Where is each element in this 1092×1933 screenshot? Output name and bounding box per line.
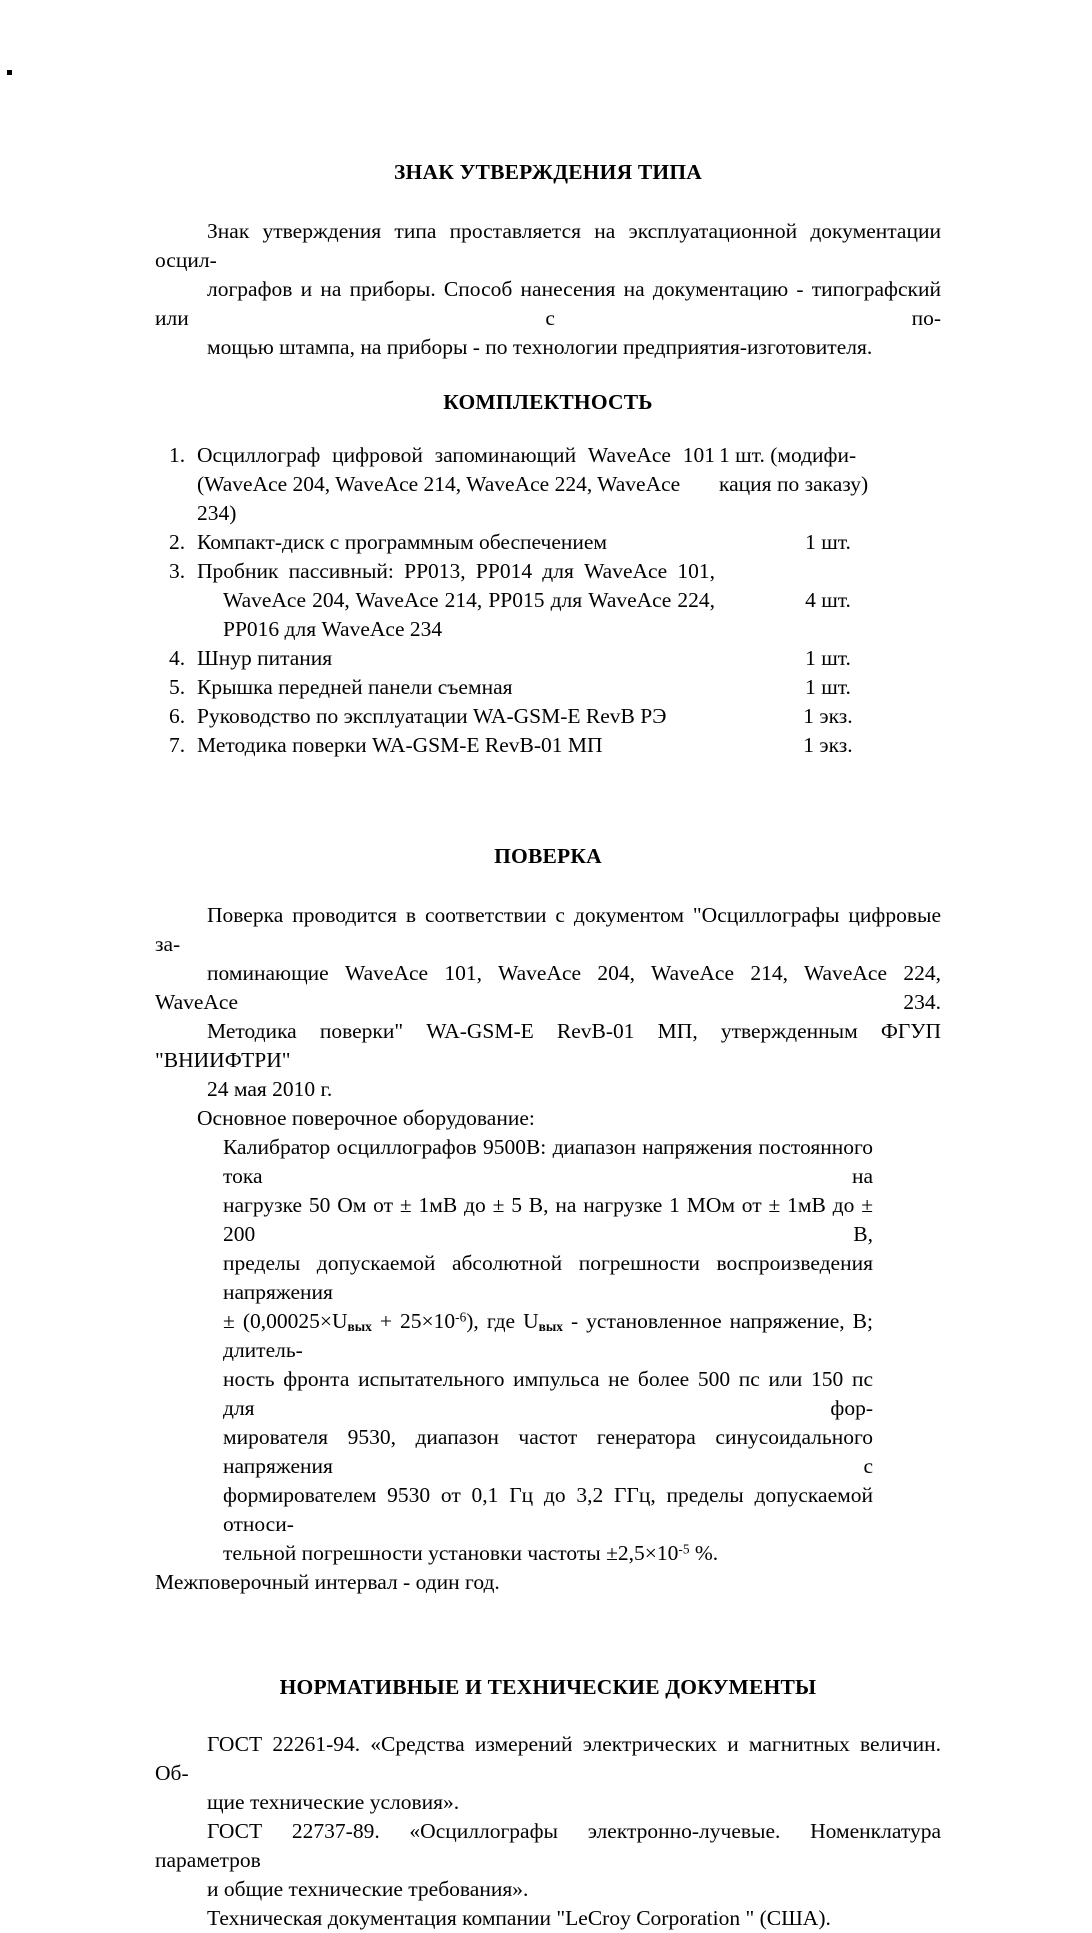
normative-entry [155, 1817, 941, 1904]
verification-intro-line: Методика поверки" WA-GSM-E RevB-01 МП, утвержденным ФГУП "ВНИИФТРИ" [155, 1019, 941, 1072]
kit-item-quantity [715, 528, 941, 557]
kit-item-number: 6. [169, 704, 186, 728]
scan-artifact-speck [7, 70, 12, 75]
kit-qty-line: 1 шт. (модифи- [719, 443, 857, 467]
kit-item-text [155, 731, 715, 760]
formula-superscript: -6 [455, 1309, 467, 1325]
verification-intro-line: поминающие WaveAce 101, WaveAce 204, WaveAce 214, WaveAce 224, WaveAce 234. [155, 961, 941, 1014]
list-item [155, 557, 941, 644]
equipment-label [155, 1104, 941, 1133]
approval-line-2: лографов и на приборы. Способ нанесения на документацию - типографский или с по- [155, 277, 941, 330]
kit-item-line: Методика поверки WA-GSM-E RevB-01 МП [197, 733, 603, 757]
kit-item-line: Пробник пассивный: PP013, PP014 для WaveAce 101, [197, 559, 715, 583]
formula-post: ), где U [466, 1309, 539, 1333]
kit-item-number: 3. [169, 559, 186, 583]
verification-intro-line: Поверка проводится в соответствии с документом "Осциллографы цифровые за- [155, 903, 941, 956]
kit-item-number: 5. [169, 675, 186, 699]
list-item [155, 673, 941, 702]
normative-line: и общие технические требования». [207, 1877, 529, 1901]
kit-qty-line: кация по заказу) [719, 472, 869, 496]
list-item [155, 702, 941, 731]
kit-item-line: Компакт-диск с программным обеспечением [197, 530, 608, 554]
formula-pre: ± (0,00025×U [223, 1309, 348, 1333]
normative-entry [155, 1730, 941, 1817]
kit-item-text [155, 702, 715, 731]
kit-qty-line: 1 экз. [803, 733, 853, 757]
kit-item-text [155, 557, 715, 644]
equipment-formula-line-2 [223, 1539, 873, 1568]
kit-item-number: 1. [169, 443, 186, 467]
kit-item-quantity [715, 441, 941, 499]
kit-item-quantity [715, 731, 941, 760]
equipment-line: мирователя 9530, диапазон частот генератора синусоидального напряжения с [223, 1425, 873, 1478]
formula-subscript: вых [347, 1318, 372, 1334]
list-item [155, 441, 941, 528]
kit-qty-line: 1 экз. [803, 704, 853, 728]
equipment-line: пределы допускаемой абсолютной погрешности воспроизведения напряжения [223, 1251, 873, 1304]
kit-item-number: 2. [169, 530, 186, 554]
approval-line-3: мощью штампа, на приборы - по технологии предприятия-изготовителя. [207, 335, 873, 359]
normative-line: щие технические условия». [207, 1790, 460, 1814]
kit-qty-line: 1 шт. [805, 675, 851, 699]
document-content [155, 0, 941, 1933]
kit-item-number: 7. [169, 733, 186, 757]
kit-qty-line: 1 шт. [805, 530, 851, 554]
verification-intro-line: 24 мая 2010 г. [207, 1077, 333, 1101]
kit-item-line: PP016 для WaveAce 234 [223, 617, 443, 641]
kit-item-text [155, 528, 715, 557]
equipment-label-text: Основное поверочное оборудование: [197, 1106, 535, 1130]
normative-line: ГОСТ 22261-94. «Средства измерений электрических и магнитных величин. Об- [155, 1732, 941, 1785]
equipment-line: формирователем 9530 от 0,1 Гц до 3,2 ГГц, пределы допускаемой относи- [223, 1483, 873, 1536]
kit-item-line: (WaveAce 204, WaveAce 214, WaveAce 224, WaveAce 234) [197, 472, 681, 525]
kit-item-quantity [715, 673, 941, 702]
kit-item-line: Крышка передней панели съемная [197, 675, 513, 699]
paragraph-approval-mark [155, 217, 941, 362]
approval-line-1: Знак утверждения типа проставляется на эксплуатационной документации осцил- [155, 219, 941, 272]
formula-tail: - установленное напряжение, В; длитель- [223, 1309, 873, 1362]
completeness-list [155, 441, 941, 760]
kit-item-quantity [715, 557, 941, 644]
equipment-line: Калибратор осциллографов 9500B: диапазон напряжения постоянного тока на [223, 1135, 873, 1188]
heading-normative-documents: НОРМАТИВНЫЕ И ТЕХНИЧЕСКИЕ ДОКУМЕНТЫ [279, 1675, 817, 1699]
kit-qty-line: 1 шт. [805, 646, 851, 670]
paragraph-equipment-details [155, 1133, 873, 1568]
formula-subscript: вых [538, 1318, 563, 1334]
kit-item-text [155, 441, 715, 528]
kit-item-line: Шнур питания [197, 646, 333, 670]
equipment-line: ность фронта испытательного импульса не более 500 пс или 150 пс для фор- [223, 1367, 873, 1420]
normative-line: ГОСТ 22737-89. «Осциллографы электронно-лучевые. Номенклатура параметров [155, 1819, 941, 1872]
normative-line: Техническая документация компании "LeCroy Corporation " (США). [207, 1906, 831, 1930]
list-item [155, 528, 941, 557]
equipment-line: нагрузке 50 Ом от ± 1мВ до ± 5 В, на нагрузке 1 МОм от ± 1мВ до ± 200 В, [223, 1193, 873, 1246]
normative-entry [155, 1904, 941, 1933]
formula-superscript: -5 [678, 1541, 690, 1557]
verification-interval-text: Межповерочный интервал - один год. [155, 1570, 500, 1594]
heading-verification: ПОВЕРКА [494, 844, 602, 868]
kit-qty-line [715, 557, 941, 586]
list-item [155, 644, 941, 673]
equipment-formula-line-1 [223, 1307, 873, 1365]
formula-mid: + 25×10 [371, 1309, 456, 1333]
kit-item-line: Осциллограф цифровой запоминающий WaveAce 101 [197, 443, 715, 467]
kit-item-quantity [715, 644, 941, 673]
formula-pre: тельной погрешности установки частоты ±2,5×10 [223, 1541, 679, 1565]
paragraph-verification-interval [155, 1568, 941, 1597]
kit-qty-line: 4 шт. [805, 588, 851, 612]
kit-item-number: 4. [169, 646, 186, 670]
kit-qty-line [715, 615, 941, 644]
list-item [155, 731, 941, 760]
paragraph-verification-intro [155, 901, 941, 1104]
kit-item-line: Руководство по эксплуатации WA-GSM-E RevB РЭ [197, 704, 667, 728]
kit-item-quantity [715, 702, 941, 731]
formula-tail: %. [689, 1541, 719, 1565]
kit-item-text [155, 673, 715, 702]
kit-item-line: WaveAce 204, WaveAce 214, PP015 для WaveAce 224, [223, 588, 715, 612]
heading-completeness: КОМПЛЕКТНОСТЬ [443, 390, 653, 414]
heading-approval-mark: ЗНАК УТВЕРЖДЕНИЯ ТИПА [394, 160, 702, 184]
kit-item-text [155, 644, 715, 673]
